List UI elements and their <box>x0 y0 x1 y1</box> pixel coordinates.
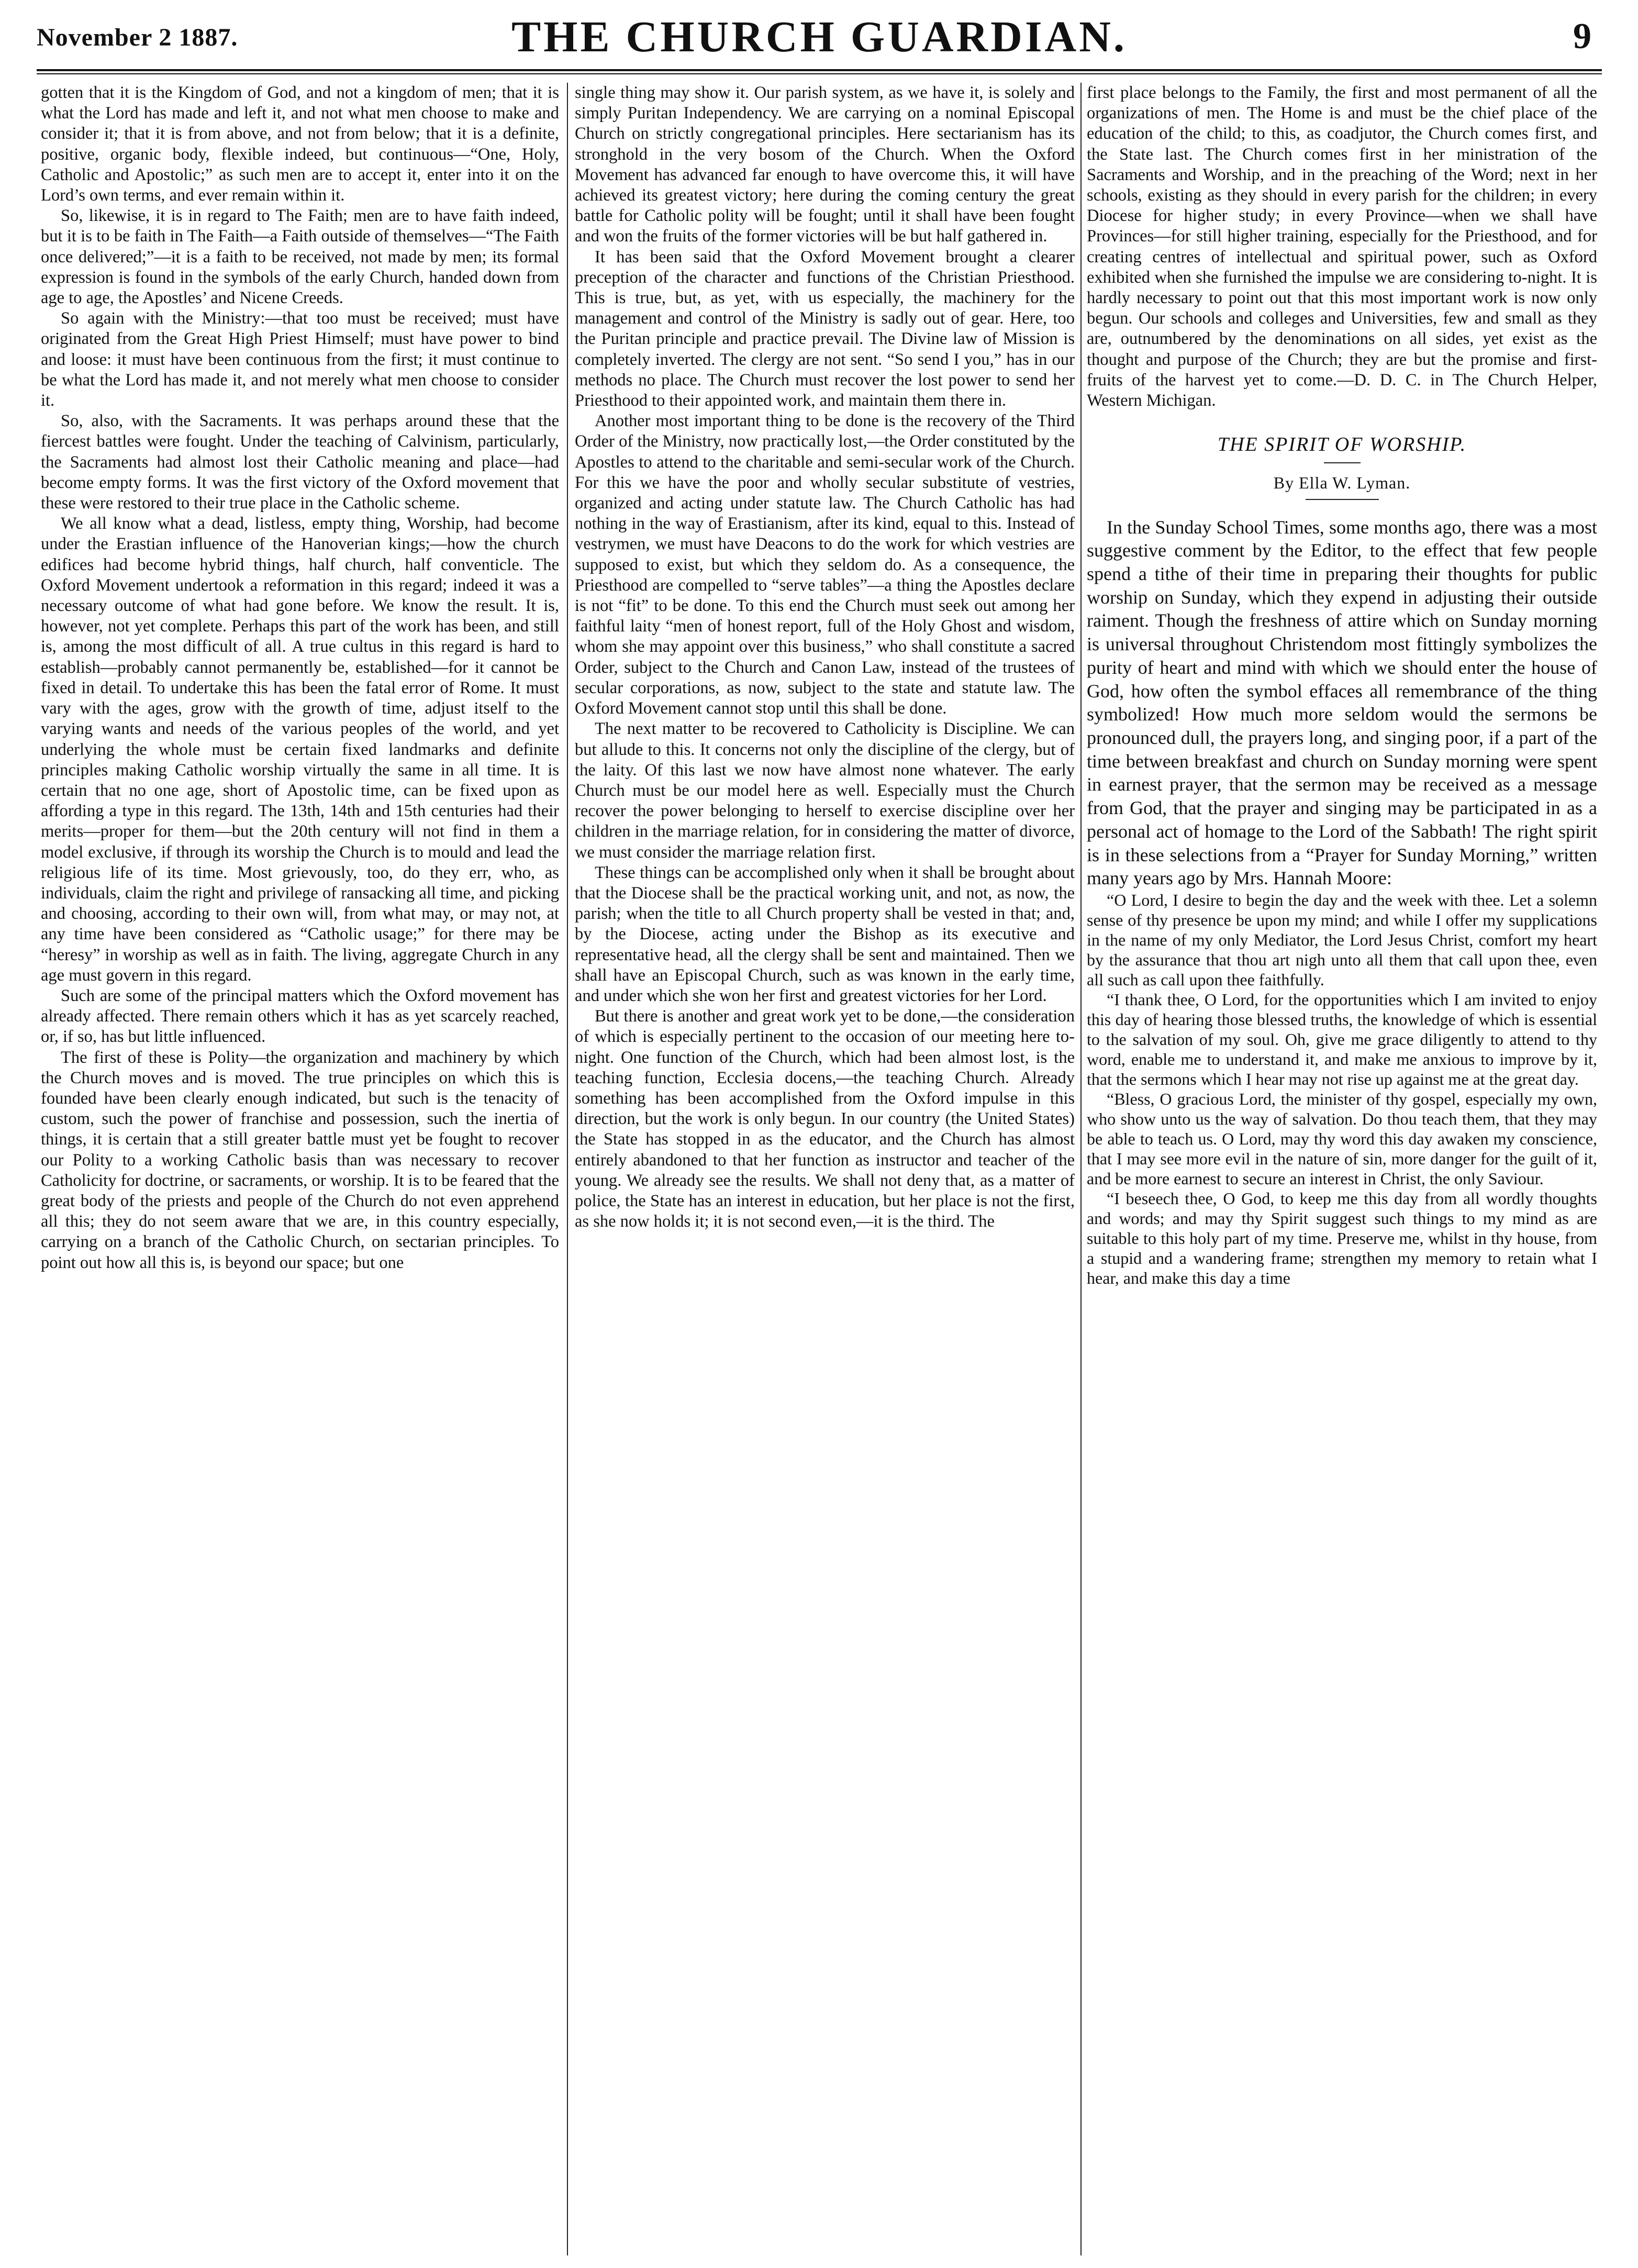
column-2 <box>575 83 1075 2255</box>
article-paragraph: So again with the Ministry:—that too must be received; must have originated from the Great High Priest Himself; must have power to bind and loose: it must have been continuous from the first; it must continue to be what the Lord has made it, and not merely what men choose to consider it. <box>41 309 559 410</box>
article-paragraph: So, likewise, it is in regard to The Faith; men are to have faith indeed, but it is to be faith in The Faith—a Faith outside of themselves—“The Faith once delivered;”—it is a faith to be received, not made by men; its formal expression is found in the symbols of the early Church, handed down from age to age, the Apostles’ and Nicene Creeds. <box>41 206 559 308</box>
column-divider <box>567 83 568 2255</box>
article-paragraph: The next matter to be recovered to Catholicity is Discipline. We can but allude to this. It concerns not only the discipline of the clergy, but of the laity. Of this last we now have almost none whatever. The early Church must be our model here as well. Especially must the Church recover the power belonging to herself to exercise discipline over her children in the marriage relation, for in considering the matter of divorce, we must consider the marriage relation first. <box>575 719 1075 862</box>
column-divider <box>1080 83 1082 2255</box>
article-paragraph: The first of these is Polity—the organization and machinery by which the Church moves and is moved. The true principles on which this is founded have been clearly enough indicated, but such is the tenacity of custom, such the power of franchise and possession, such the inertia of things, it is certain that a still greater battle must yet be fought to recover our Polity to a working Catholic basis than was necessary to recover Catholicity for doctrine, or sacraments, or worship. It is to be feared that the great body of the priests and people of the Church do not even apprehend all this; they do not seem aware that we are, in this country especially, carrying on a branch of the Catholic Church, on sectarian principles. To point out how all this is, is beyond our space; but one <box>41 1048 559 1272</box>
masthead-rule <box>37 69 1602 74</box>
title-divider <box>1324 462 1361 463</box>
article-paragraph: These things can be accomplished only when it shall be brought about that the Diocese shall be the practical working unit, and not, as now, the parish; when the title to all Church property shall be vested in that; and, by the Diocese, acting under the Bishop as its executive and representative head, all the clergy shall be sent and maintained. Then we shall have an Episcopal Church, such as was known in the early time, and under which she won her first and greatest victories for her Lord. <box>575 863 1075 1005</box>
page-number: 9 <box>1573 16 1591 57</box>
article-paragraph: In the Sunday School Times, some months ago, there was a most suggestive comment by the Editor, to the effect that few people spend a tithe of their time in preparing their thoughts for public worship on Sunday, which they expend in adjusting their outside raiment. Though the freshness of attire which on Sunday morning is universal throughout Christendom most fittingly symbolizes the purity of heart and mind with which we should enter the house of God, how often the symbol effaces all remembrance of the thing symbolized! How much more seldom would the sermons be pronounced dull, the prayers long, and singing poor, if a part of the time between breakfast and church on Sunday morning were spent in earnest prayer, that the sermon may be received as a message from God, that the prayer and singing may be participated in as a personal act of homage to the Lord of the Sabbath! The right spirit is in these selections from a “Prayer for Sunday Morning,” written many years ago by Mrs. Hannah Moore: <box>1087 516 1597 889</box>
article-paragraph: So, also, with the Sacraments. It was perhaps around these that the fiercest battles were fought. Under the teaching of Calvinism, particularly, the Sacraments had almost lost their Catholic meaning and place—had become empty forms. It was the first victory of the Oxford movement that these were restored to their true place in the Catholic scheme. <box>41 412 559 513</box>
column-3 <box>1087 83 1597 2255</box>
issue-date: November 2 1887. <box>37 24 238 51</box>
prayer-paragraph: “Bless, O gracious Lord, the minister of thy gospel, especially my own, who show unto us the way of salvation. Do thou teach them, that they may be able to teach us. O Lord, may thy word this day awaken my conscience, that I may see more evil in the nature of sin, more danger for the guilt of it, and be more earnest to secure an interest in Christ, the only Saviour. <box>1087 1089 1597 1188</box>
prayer-paragraph: “I beseech thee, O God, to keep me this day from all wordly thoughts and words; and may thy Spirit suggest such things to my mind as are suitable to this holy part of my time. Preserve me, whilst in thy house, from a stupid and a wandering frame; strengthen my memory to retain what I hear, and make this day a time <box>1087 1188 1597 1287</box>
prayer-paragraph: “O Lord, I desire to begin the day and the week with thee. Let a solemn sense of thy presence be upon my mind; and while I offer my supplications in the name of my only Mediator, the Lord Jesus Christ, comfort my heart by the assurance that thou art nigh unto all them that call upon thee, even all such as call upon thee faithfully. <box>1087 890 1597 989</box>
article-paragraph: But there is another and great work yet to be done,—the consideration of which is especially pertinent to the occasion of our meeting here to-night. One function of the Church, which had been almost lost, is the teaching function, Ecclesia docens,—the teaching Church. Already something has been accomplished from the Oxford impulse in this direction, but the work is only begun. In our country (the United States) the State has stopped in as the educator, and the Church has almost entirely abandoned to that her function as instructor and teacher of the young. We already see the results. We shall not deny that, as a matter of police, the State has an interest in education, but her place is not the first, as she now holds it; it is not second even,—it is the third. The <box>575 1007 1075 1231</box>
article-paragraph: Such are some of the principal matters which the Oxford movement has already affected. There remain others which it has as yet scarcely reached, or, if so, has but little influenced. <box>41 986 559 1047</box>
article-paragraph: It has been said that the Oxford Movement brought a clearer preception of the character and functions of the Christian Priesthood. This is true, but, as yet, with us especially, the machinery for the management and control of the Ministry is sadly out of gear. Here, too the Puritan principle and practice prevail. The Divine law of Mission is completely inverted. The clergy are not sent. “So send I you,” has in our methods no place. The Church must recover the lost power to send her Priesthood to their appointed work, and maintain them there in. <box>575 247 1075 410</box>
byline-divider <box>1306 499 1379 500</box>
article-paragraph: single thing may show it. Our parish system, as we have it, is solely and simply Puritan Independency. We are carrying on a nominal Episcopal Church on strictly congregational principles. Here sectarianism has its stronghold in the very bosom of the Church. When the Oxford Movement has advanced far enough to have overcome this, it will have achieved its greatest victory; here during the coming century the great battle for Catholic polity will be fought; until it shall have been fought and won the fruits of the former victories will be but half gathered in. <box>575 83 1075 246</box>
article-paragraph: Another most important thing to be done is the recovery of the Third Order of the Ministry, now practically lost,—the Order constituted by the Apostles to attend to the charitable and semi-secular work of the Church. For this we have the poor and wholly secular substitute of vestries, organized and acting under statute law. The Church Catholic has had nothing in the way of Erastianism, after its kind, equal to this. Instead of vestrymen, we must have Deacons to do the work for which vestries are supposed to exist, but which they seldom do. As a consequence, the Priesthood are compelled to “serve tables”—a thing the Apostles declare is not “fit” to be done. To this end the Church must seek out among her faithful laity “men of honest report, full of the Holy Ghost and wisdom, whom she may appoint over this business,” who shall constitute a sacred Order, subject to the Church and Canon Law, instead of the trustees of secular corporations, as now, subject to the state and statute law. The Oxford Movement cannot stop until this shall be done. <box>575 412 1075 718</box>
masthead <box>37 6 1602 69</box>
article-paragraph: We all know what a dead, listless, empty thing, Worship, had become under the Erastian influence of the Hanoverian kings;—how the church edifices had become hybrid things, half church, half conventicle. The Oxford Movement undertook a reformation in this regard; indeed it was a necessary outcome of what had gone before. We know the result. It is, however, not yet complete. Perhaps this part of the work has been, and still is, among the most difficult of all. A true cultus in this regard is hard to establish—probably cannot permanently be, established—for it cannot be fixed in detail. To undertake this has been the fatal error of Rome. It must vary with the ages, grow with the growth of time, adjust itself to the varying wants and needs of the various peoples of the world, and yet underlying the whole must be certain fixed landmarks and definite principles making Catholic worship virtually the same in all time. It is certain that no one age, short of Apostolic time, can be fixed upon as affording a type in this regard. The 13th, 14th and 15th centuries had their merits—proper for them—but the 20th century will not find in them a model exclusive, if through its worship the Church is to mould and lead the religious life of its time. Most grievously, too, do they err, who, as individuals, claim the right and privilege of ransacking all time, and picking and choosing, according to their own will, from what may, or may not, at any time have been considered as “Catholic usage;” for there may be “heresy” in worship as well as in faith. The living, aggregate Church in any age must govern in this regard. <box>41 514 559 985</box>
prayer-paragraph: “I thank thee, O Lord, for the opportunities which I am invited to enjoy this day of hearing those blessed truths, the knowledge of which is essential to the salvation of my soul. Oh, give me grace diligently to attend to thy word, enable me to understand it, and make me anxious to improve by it, that the sermons which I hear may not rise up against me at the great day. <box>1087 990 1597 1088</box>
article-title: THE SPIRIT OF WORSHIP. <box>1217 433 1467 456</box>
article-byline: By Ella W. Lyman. <box>1273 473 1411 493</box>
newspaper-title: THE CHURCH GUARDIAN. <box>511 13 1127 61</box>
column-1 <box>41 83 559 2255</box>
article-paragraph: first place belongs to the Family, the first and most permanent of all the organizations of men. The Home is and must be the chief place of the education of the child; to this, as coadjutor, the Church comes first, and the State last. The Church comes first in her ministration of the Sacraments and Worship, and in the preaching of the Word; next in her schools, existing as they should in every parish for the children; in every Diocese for higher study; in every Province—when we shall have Provinces—for still higher training, especially for the Priesthood, and for creating centres of intellectual and spiritual power, such as Oxford exhibited when she furnished the impulse we are considering to-night. It is hardly necessary to point out that this most important work is now only begun. Our schools and colleges and Universities, few and small as they are, outnumbered by the denominations on all sides, yet exist as the thought and purpose of the Church; they are but the promise and first-fruits of the harvest yet to come.—D. D. C. in The Church Helper, Western Michigan. <box>1087 83 1597 410</box>
article-paragraph: gotten that it is the Kingdom of God, and not a kingdom of men; that it is what the Lord has made and left it, and not what men choose to make and consider it; that it is from above, and not from below; that it is a definite, positive, organic body, flexible indeed, but continuous—“One, Holy, Catholic and Apostolic;” as such men are to accept it, enter into it on the Lord’s own terms, and ever remain within it. <box>41 83 559 205</box>
